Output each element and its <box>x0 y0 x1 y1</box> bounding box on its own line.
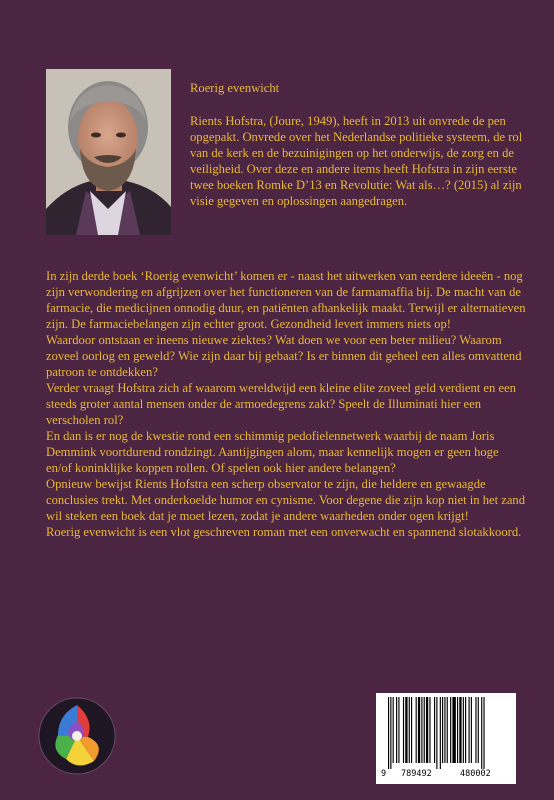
barcode-bar <box>483 697 484 769</box>
author-portrait-image <box>46 69 171 235</box>
barcode-bar <box>450 697 451 763</box>
barcode-bar <box>465 697 466 763</box>
barcode-bar <box>481 697 482 769</box>
barcode-bar <box>442 697 443 763</box>
barcode-bar <box>398 697 399 763</box>
barcode-bar <box>426 697 428 763</box>
blurb-paragraph: Roerig evenwicht is een vlot geschreven roman met een onverwacht en spannend slotakkoord. <box>46 525 522 539</box>
blurb-paragraph: Verder vraagt Hofstra zich af waarom wereldwijd een kleine elite zoveel geld verdient en een steeds groter aantal mensen onder de armoedegrens zakt? Speelt de Illuminati hier een verscholen rol? <box>46 381 516 427</box>
barcode-bar <box>403 697 404 763</box>
barcode-bar <box>388 697 389 769</box>
barcode-bar <box>457 697 458 763</box>
publisher-logo-icon <box>36 695 118 777</box>
barcode-bar <box>418 697 420 763</box>
barcode-bar <box>459 697 461 763</box>
barcode-bar <box>424 697 425 763</box>
isbn-barcode <box>376 693 516 784</box>
barcode-bar <box>390 697 391 769</box>
barcode-bar <box>475 697 476 763</box>
author-intro <box>190 80 525 209</box>
barcode-digits-left: 789492 <box>401 769 432 779</box>
barcode-bar <box>478 697 479 763</box>
barcode-digit-first: 9 <box>381 769 387 779</box>
blurb-text <box>46 268 526 540</box>
barcode-bar <box>396 697 397 763</box>
barcode-bars <box>380 697 512 769</box>
blurb-paragraph: Opnieuw bewijst Rients Hofstra een scherp observator te zijn, die heldere en gewaagde conclusies trekt. Met onderkoelde humor en cynisme. Voor degene die zijn kop niet in het zand wil steken een boek dat je moet lezen, zodat je andere waarheden onder ogen krijgt! <box>46 477 526 523</box>
barcode-bar <box>416 697 417 763</box>
blurb-paragraph: En dan is er nog de kwestie rond een schimmig pedofielennetwerk waarbij de naam Joris Demmink voortdurend rondzingt. Aantijgingen alom, maar kennelijk mogen er geen hoge en/of koninklijke koppen rollen. Of spelen ook hier andere belangen? <box>46 429 499 475</box>
barcode-bar <box>409 697 410 763</box>
blurb-paragraph: In zijn derde boek ‘Roerig evenwicht’ komen er - naast het uitwerken van eerdere ideeën - nog zijn verwondering en afgrijzen over het functioneren van de farmamaffia bij. De macht van de farmacie, die medicijnen onnodig duur, en patiënten afhankelijk maakt. Terwijl er alternatieven zijn. De farmaciebelangen zijn echter groot. Gezondheid levert immers niets op! <box>46 269 526 331</box>
intro-paragraph: Rients Hofstra, (Joure, 1949), heeft in 2013 uit onvrede de pen opgepakt. Onvrede over het Nederlandse politieke systeem, de rol van de kerk en de bezuinigingen op het onderwijs, de zorg en de veiligheid. Over deze en andere items heeft Hofstra in zijn eerste twee boeken Romke D’13 en Revolutie: Wat als…? (2015) al zijn visie gegeven en oplossingen aangedragen. <box>190 114 523 208</box>
publisher-logo <box>36 695 118 777</box>
barcode-bar <box>469 697 470 763</box>
barcode-bar <box>463 697 464 763</box>
intro-heading: Roerig evenwicht <box>190 81 280 95</box>
barcode-bar <box>393 697 394 763</box>
barcode-digits-right: 480002 <box>460 769 491 779</box>
barcode-digits <box>376 769 516 781</box>
barcode-bar <box>440 697 441 769</box>
barcode-bar <box>447 697 448 763</box>
author-photo <box>46 69 171 235</box>
barcode-bar <box>444 697 445 763</box>
barcode-bar <box>411 697 412 763</box>
barcode-bar <box>471 697 472 763</box>
barcode-bar <box>452 697 455 763</box>
barcode-bar <box>429 697 430 763</box>
barcode-bar <box>436 697 437 769</box>
barcode-bar <box>434 697 435 763</box>
barcode-bar <box>421 697 422 763</box>
barcode-bar <box>405 697 407 763</box>
blurb-paragraph: Waardoor ontstaan er ineens nieuwe ziektes? Wat doen we voor een beter milieu? Waarom zoveel oorlog en geweld? Wie zijn daar bij gebaat? Is er binnen dit geheel een alles omvattend patroon te ontdekken? <box>46 333 522 379</box>
